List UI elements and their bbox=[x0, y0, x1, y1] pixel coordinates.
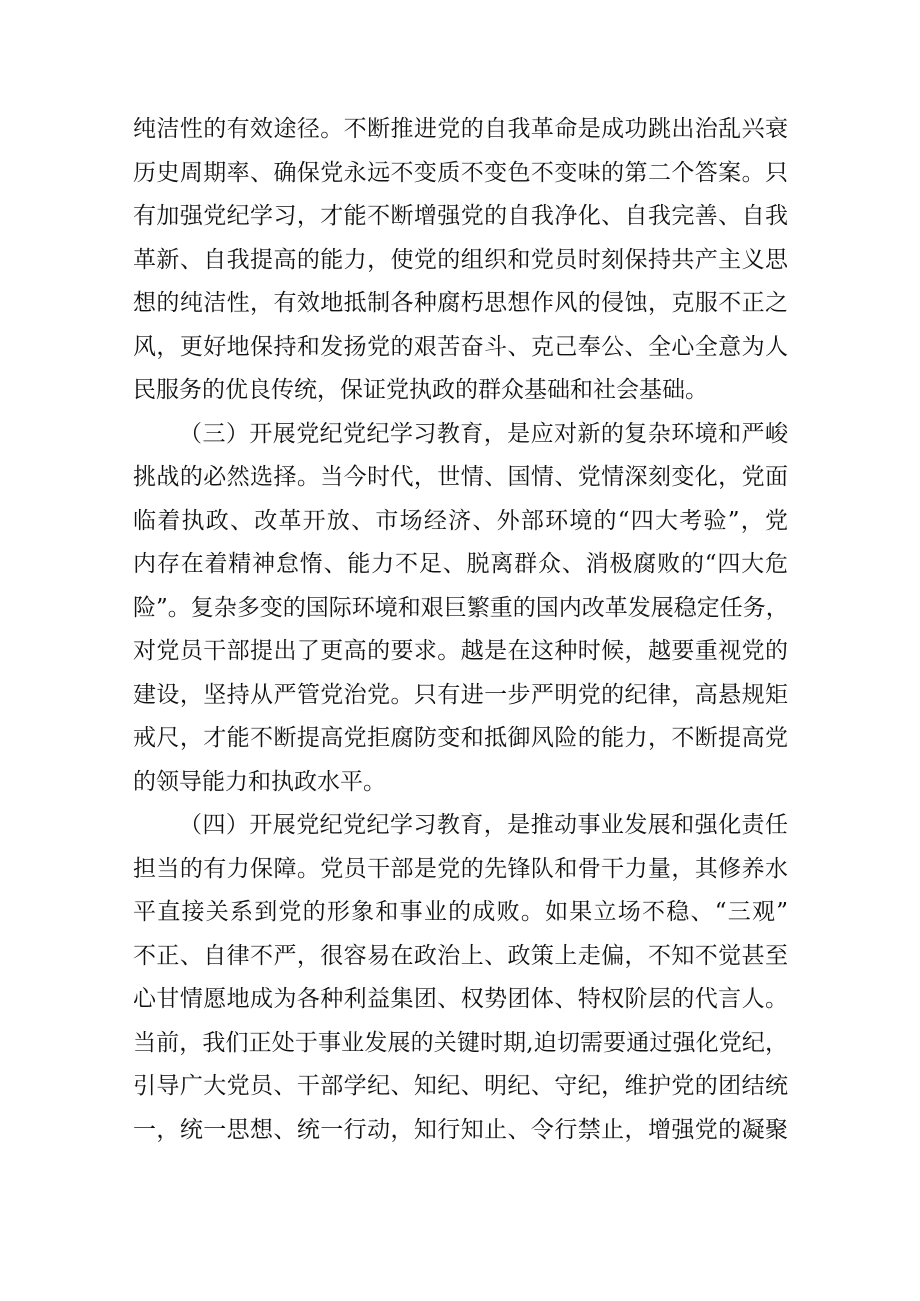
text-line: 风，更好地保持和发扬党的艰苦奋斗、克己奉公、全心全意为人 bbox=[133, 333, 788, 360]
text-line: 纯洁性的有效途径。不断推进党的自我革命是成功跳出治乱兴衰 bbox=[133, 116, 788, 142]
text-line: 民服务的优良传统，保证党执政的群众基础和社会基础。 bbox=[133, 377, 708, 403]
text-line: 革新、自我提高的能力，使党的组织和党员时刻保持共产主义思 bbox=[133, 246, 788, 273]
document-body-text bbox=[133, 108, 788, 1152]
text-line: 担当的有力保障。党员干部是党的先锋队和骨干力量，其修养水 bbox=[133, 855, 788, 882]
text-line: 建设，坚持从严管党治党。只有进一步严明党的纪律，高悬规矩 bbox=[133, 681, 788, 708]
text-line: 内存在着精神怠惰、能力不足、脱离群众、消极腐败的“四大危 bbox=[133, 551, 788, 577]
text-line: 一，统一思想、统一行动，知行知止、令行禁止，增强党的凝聚 bbox=[133, 1116, 788, 1143]
text-line: 临着执政、改革开放、市场经济、外部环境的“四大考验”，党 bbox=[133, 507, 788, 534]
text-line: 有加强党纪学习，才能不断增强党的自我净化、自我完善、自我 bbox=[133, 203, 788, 229]
text-line: 对党员干部提出了更高的要求。越是在这种时候，越要重视党的 bbox=[133, 638, 788, 664]
text-line: 当前，我们正处于事业发展的关键时期,迫切需要通过强化党纪， bbox=[133, 1029, 788, 1056]
text-line: 引导广大党员、干部学纪、知纪、明纪、守纪，维护党的团结统 bbox=[133, 1073, 788, 1099]
text-line: 险”。复杂多变的国际环境和艰巨繁重的国内改革发展稳定任务， bbox=[133, 594, 789, 621]
text-line: 想的纯洁性，有效地抵制各种腐朽思想作风的侵蚀，克服不正之 bbox=[133, 290, 788, 316]
text-line: 不正、自律不严，很容易在政治上、政策上走偏，不知不觉甚至 bbox=[133, 942, 788, 969]
text-line: 心甘情愿地成为各种利益集团、权势团体、特权阶层的代言人。 bbox=[133, 986, 788, 1012]
text-line: 的领导能力和执政水平。 bbox=[133, 768, 386, 795]
text-line: 历史周期率、确保党永远不变质不变色不变味的第二个答案。只 bbox=[133, 159, 788, 186]
text-line: 挑战的必然选择。当今时代，世情、国情、党情深刻变化，党面 bbox=[133, 464, 788, 490]
text-line: 平直接关系到党的形象和事业的成败。如果立场不稳、“三观” bbox=[133, 899, 788, 925]
text-line: （三）开展党纪党纪学习教育，是应对新的复杂环境和严峻 bbox=[179, 420, 788, 447]
text-line: （四）开展党纪党纪学习教育，是推动事业发展和强化责任 bbox=[179, 812, 788, 838]
text-line: 戒尺，才能不断提高党拒腐防变和抵御风险的能力，不断提高党 bbox=[133, 725, 788, 751]
